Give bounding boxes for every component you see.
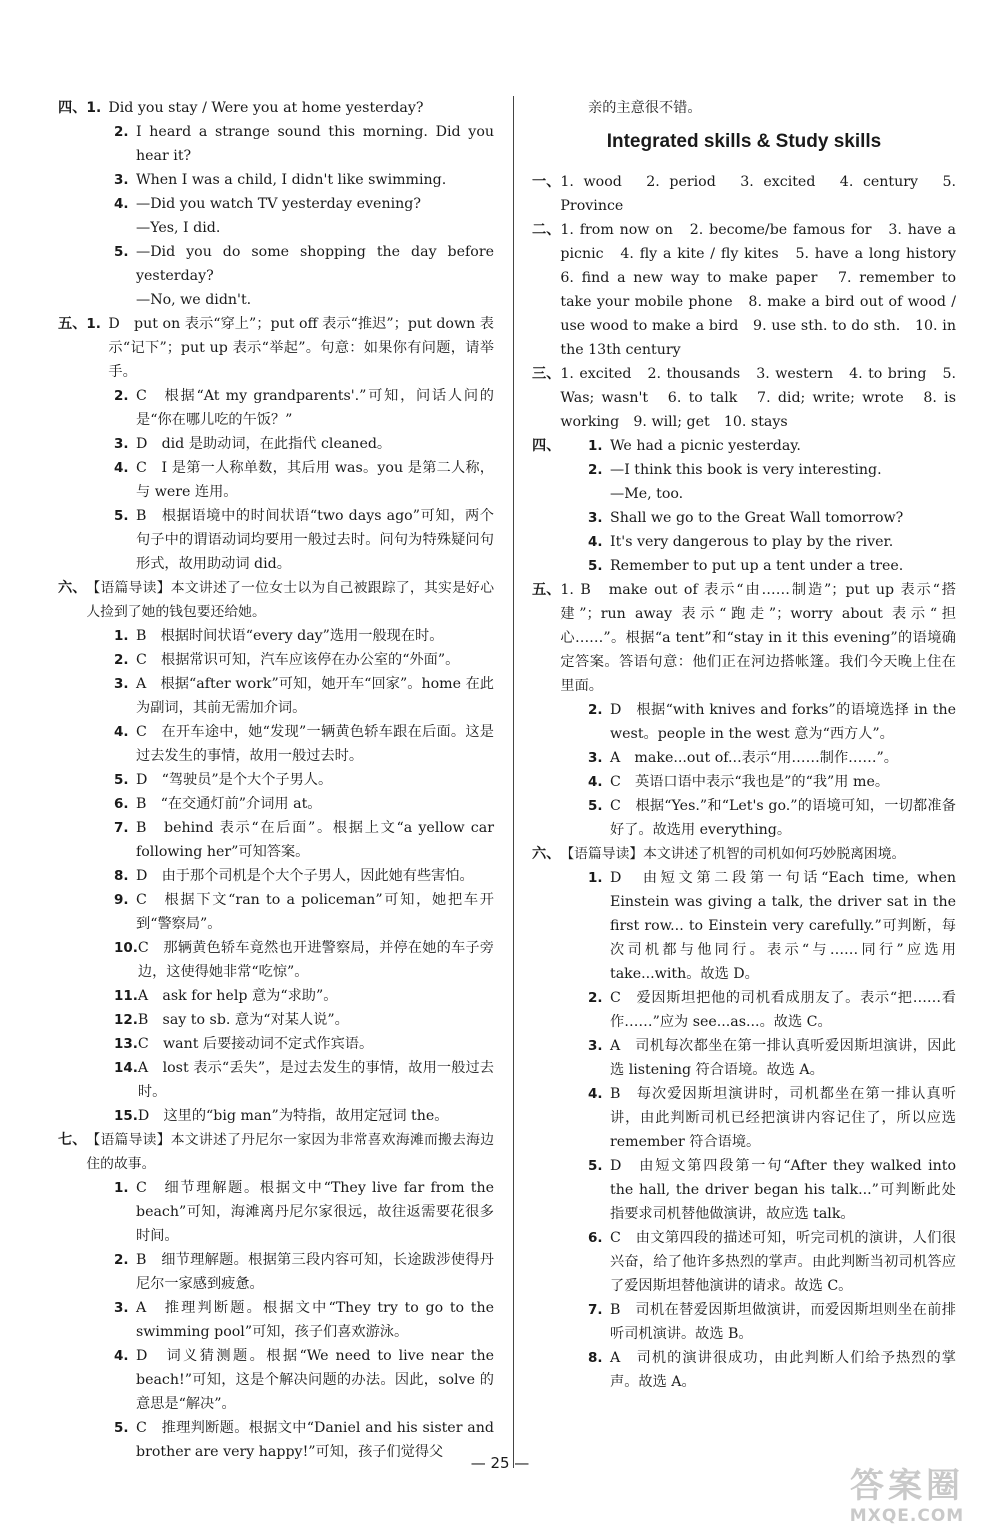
- list-item: 2. —I think this book is very interesting.: [588, 462, 882, 478]
- section-label: 六、: [58, 580, 87, 596]
- section-7: [58, 1128, 494, 1176]
- list-item: 4. —Did you watch TV yesterday evening?: [114, 196, 421, 212]
- list-item: 4. C 英语口语中表示“我也是”的“我”用 me。: [588, 774, 890, 790]
- section-3: [532, 362, 956, 434]
- list-item: 5. —Did you do some shopping the day before yesterday?: [114, 244, 494, 284]
- list-item: 1. We had a picnic yesterday.: [588, 438, 801, 454]
- section-heading: Integrated skills & Study skills: [606, 131, 882, 152]
- list-item: 3. A 司机每次都坐在第一排认真听爱因斯坦演讲，因此选 listening 符合语境。故选 A。: [588, 1038, 956, 1078]
- list-item: 3. A make...out of...表示“用……制作……”。: [588, 750, 898, 766]
- list-item: 2. C 爱因斯坦把他的司机看成朋友了。表示“把……看作……”应为 see...as...。故选 C。: [588, 990, 956, 1030]
- list-item: 3. A 根据“after work”可知，她开车“回家”。home 在此为副词，其前无需加介词。: [114, 676, 494, 716]
- passage-guide: 【语篇导读】本文讲述了机智的司机如何巧妙脱离困境。: [560, 846, 906, 862]
- list-item: 12. B say to sb. 意为“对某人说”。: [114, 1012, 349, 1028]
- section-label: 四、: [58, 100, 87, 116]
- section-label: 五、: [532, 582, 561, 598]
- list-item: 4. C I 是第一人称单数，其后用 was。you 是第二人称，与 were 连用。: [114, 460, 494, 500]
- section-6: [532, 842, 956, 866]
- list-item: 4. D 词义猜测题。根据“We need to live near the beach!”可知，这是个解决问题的办法。因此，solve 的意思是“解决”。: [114, 1348, 494, 1412]
- column-divider: [513, 96, 514, 1468]
- list-item-reply: —Yes, I did.: [136, 220, 221, 236]
- list-item: 1. C 细节理解题。根据文中“They live far from the beach”可知，海滩离丹尼尔家很远，故往返需要花很多时间。: [114, 1180, 494, 1244]
- list-item-reply: —No, we didn't.: [136, 292, 252, 308]
- item-number: 1.: [86, 100, 102, 116]
- list-item-reply: —Me, too.: [610, 486, 684, 502]
- answer-list: 1. excited 2. thousands 3. western 4. to bring 5. Was; wasn't 6. to talk 7. did; write; wrote 8. is working 9. will; get 10. stays: [560, 366, 956, 430]
- section-5: 五、 1. D put on 表示“穿上”；put off 表示“推迟”；put down 表示“记下”；put up 表示“举起”。句意：如果你有问题，请举手。: [58, 312, 494, 384]
- list-item: 9. C 根据下文“ran to a policeman”可知，她把车开到“警察局”。: [114, 892, 494, 932]
- section-label: 四、: [532, 438, 561, 454]
- section-label: 二、: [532, 222, 561, 238]
- section-label: 三、: [532, 366, 561, 382]
- list-item: 3. A 推理判断题。根据文中“They try to go to the swimming pool”可知，孩子们喜欢游泳。: [114, 1300, 494, 1340]
- list-item: 5. D 由短文第四段第一句“After they walked into the hall, the driver began his talk...”可判断此处指要求司机替他做演讲，故应选 talk。: [588, 1158, 956, 1222]
- left-column: [58, 96, 494, 1464]
- list-item: 7. B 司机在替爱因斯坦做演讲，而爱因斯坦则坐在前排听司机演讲。故选 B。: [588, 1302, 956, 1342]
- list-item: 4. B 每次爱因斯坦演讲时，司机都坐在第一排认真听讲，由此判断司机已经把演讲内容记住了，所以应选 remember 符合语境。: [588, 1086, 956, 1150]
- list-item: 2. D 根据“with knives and forks”的语境选择 in the west。people in the west 意为“西方人”。: [588, 702, 956, 742]
- list-item: 2. C 根据常识可知，汽车应该停在办公室的“外面”。: [114, 652, 460, 668]
- list-item: 8. D 由于那个司机是个大个子男人，因此她有些害怕。: [114, 868, 474, 884]
- list-item: 5. Remember to put up a tent under a tree.: [588, 558, 904, 574]
- watermark-url: MXQE.COM: [849, 1506, 965, 1526]
- list-item: 5. B 根据语境中的时间状语“two days ago”可知，两个句子中的谓语动词均要用一般过去时。问句为特殊疑问句形式，故用助动词 did。: [114, 508, 494, 572]
- list-item: 6. C 由文第四段的描述可知，听完司机的演讲，人们很兴奋，给了他许多热烈的掌声。由此判断当初司机答应了爱因斯坦替他演讲的请求。故选 C。: [588, 1230, 956, 1294]
- section-label: 六、: [532, 846, 561, 862]
- page-number: — 25 —: [470, 1454, 530, 1472]
- watermark-text: 答案圈: [850, 1466, 964, 1506]
- list-item: 2. B 细节理解题。根据第三段内容可知，长途跋涉使得丹尼尔一家感到疲惫。: [114, 1252, 494, 1292]
- list-item: 15. D 这里的“big man”为特指，故用定冠词 the。: [114, 1108, 449, 1124]
- answer-list: 1. wood 2. period 3. excited 4. century 5. Province: [560, 174, 956, 214]
- section-6: [58, 576, 494, 624]
- list-item: 1. B 根据时间状语“every day”选用一般现在时。: [114, 628, 444, 644]
- section-label: 七、: [58, 1132, 87, 1148]
- section-4: [58, 96, 494, 120]
- list-item: 4. C 在开车途中，她“发现”一辆黄色轿车跟在后面。这是过去发生的事情，故用一般过去时。: [114, 724, 494, 764]
- list-item: 6. B “在交通灯前”介词用 at。: [114, 796, 322, 812]
- list-item: 2. I heard a strange sound this morning. Did you hear it?: [114, 124, 494, 164]
- list-item: 7. B behind 表示“在后面”。根据上文“a yellow car following her”可知答案。: [114, 820, 494, 860]
- item-text: Did you stay / Were you at home yesterday?: [108, 100, 424, 116]
- list-item: 4. It's very dangerous to play by the river.: [588, 534, 894, 550]
- list-item: 5. D “驾驶员”是个大个子男人。: [114, 772, 333, 788]
- list-item: 3. Shall we go to the Great Wall tomorrow?: [588, 510, 904, 526]
- list-item: 8. A 司机的演讲很成功，由此判断人们给予热烈的掌声。故选 A。: [588, 1350, 956, 1390]
- passage-guide: 【语篇导读】本文讲述了一位女士以为自己被跟踪了，其实是好心人捡到了她的钱包要还给她。: [86, 580, 494, 620]
- right-column: [532, 96, 971, 1394]
- list-item: 14. A lost 表示“丢失”，是过去发生的事情，故用一般过去时。: [114, 1060, 494, 1100]
- list-item: 3. D did 是助动词，在此指代 cleaned。: [114, 436, 392, 452]
- section-1: [532, 170, 956, 218]
- list-item: 5. C 推理判断题。根据文中“Daniel and his sister and brother are very happy!”可知，孩子们觉得父: [114, 1420, 494, 1460]
- list-item: 3. When I was a child, I didn't like swimming.: [114, 172, 447, 188]
- list-item: 5. C 根据“Yes.”和“Let's go.”的语境可知，一切都准备好了。故选用 everything。: [588, 798, 956, 838]
- answer-list: 1. from now on 2. become/be famous for 3. have a picnic 4. fly a kite / fly kites 5. have a long history 6. find a new way to make paper 7. remember to take your mobile phone 8. make a bird out of wood / use wood to make a bird 9. use sth. to do sth. 10. in the 13th century: [560, 222, 971, 358]
- list-item: 13. C want 后要接动词不定式作宾语。: [114, 1036, 374, 1052]
- passage-guide: 【语篇导读】本文讲述了丹尼尔一家因为非常喜欢海滩而搬去海边住的故事。: [86, 1132, 494, 1172]
- list-item: 10. C 那辆黄色轿车竟然也开进警察局，并停在她的车子旁边，这使得她非常“吃惊”。: [114, 940, 494, 980]
- section-5: [532, 578, 956, 698]
- watermark-logo: [822, 1466, 992, 1528]
- list-item: 1. D 由短文第二段第一句话“Each time, when Einstein was giving a talk, the driver sat in the first row... to Einstein very carefully.”可判断，每次司机都与他同行。表示“与……同行”应选用 take...with。故选 D。: [588, 870, 956, 982]
- list-item: 1. B make out of 表示“由……制造”；put up 表示“搭建”；run away 表示“跑走”；worry about 表示“担心……”。根据“a tent”和“stay in it this evening”的语境确定答案。答语句意：他们正在河边搭帐篷。我们今天晚上住在里面。: [560, 582, 956, 694]
- carry-over-text: 亲的主意很不错。: [588, 100, 702, 116]
- section-2: [532, 218, 971, 362]
- section-label: 一、: [532, 174, 561, 190]
- list-item: 2. C 根据“At my grandparents'.”可知，问话人问的是“你在哪儿吃的午饭？”: [114, 388, 494, 428]
- list-item: 11. A ask for help 意为“求助”。: [114, 988, 338, 1004]
- section-label: 五、: [58, 316, 87, 332]
